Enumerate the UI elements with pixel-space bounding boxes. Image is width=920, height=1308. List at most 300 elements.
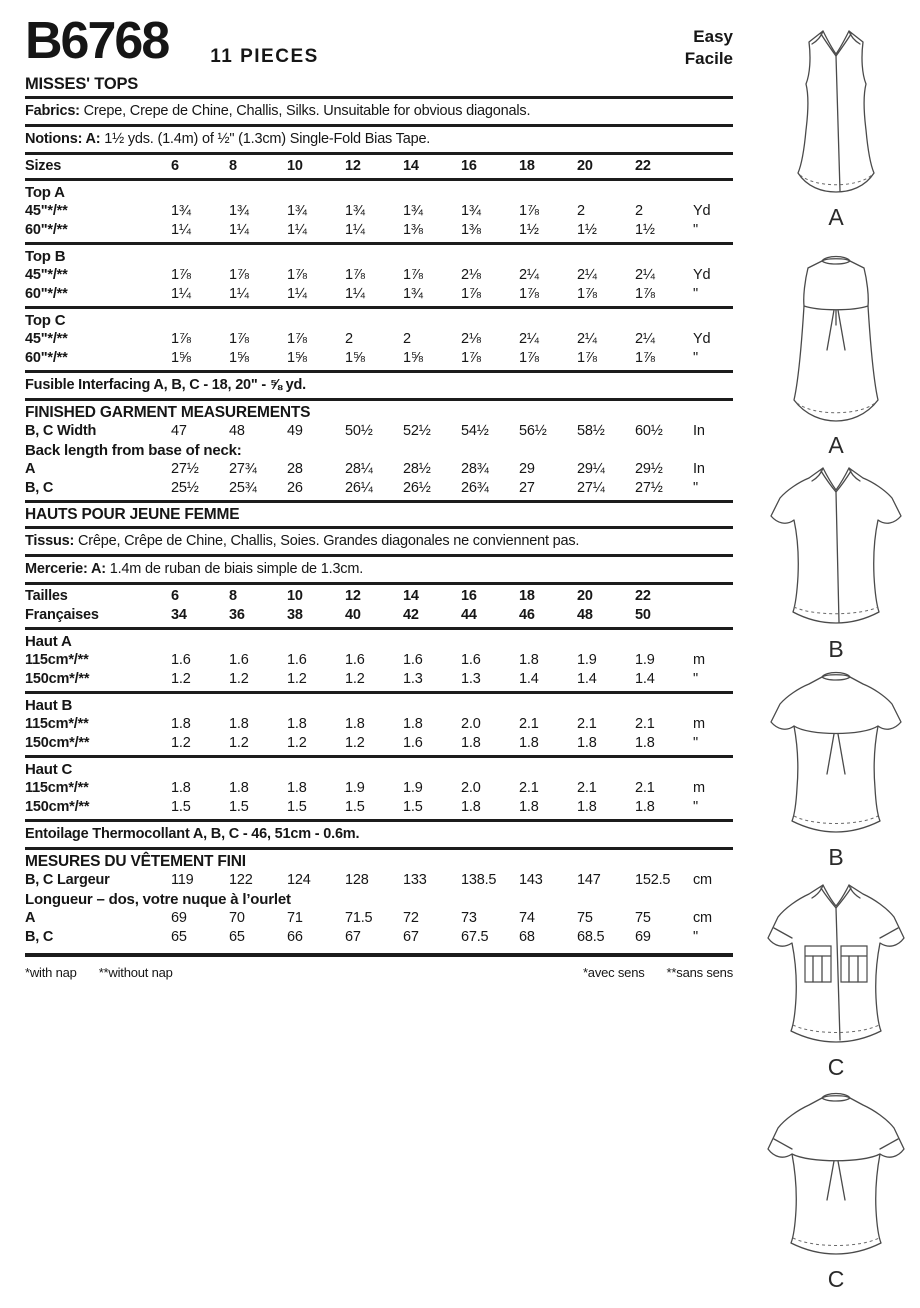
cell-value: 1.2 xyxy=(345,671,365,687)
cell-value: 1.8 xyxy=(171,716,191,732)
cell-value: 50½ xyxy=(345,423,373,439)
cell-value: 18 xyxy=(519,158,535,174)
cell-value: 1.6 xyxy=(345,652,365,668)
table-row xyxy=(25,587,733,606)
yardage-section-top-c: Top C xyxy=(25,312,66,329)
cell-value: 50 xyxy=(635,607,651,623)
cell-value: 1.8 xyxy=(461,799,481,815)
cell-value: 44 xyxy=(461,607,477,623)
divider xyxy=(25,953,733,957)
cell-value: 25¾ xyxy=(229,480,257,496)
cell-value: 1⅞ xyxy=(519,286,539,302)
tissus-line xyxy=(25,531,733,552)
cell-value: 2 xyxy=(635,203,643,219)
metrage-section-haut-c: Haut C xyxy=(25,761,73,778)
cell-value: 138.5 xyxy=(461,872,497,888)
table-row xyxy=(25,285,733,304)
cell-value: 18 xyxy=(519,588,535,604)
cell-value: 1.8 xyxy=(635,735,655,751)
cell-value: 66 xyxy=(287,929,303,945)
cell-value: 29¼ xyxy=(577,461,605,477)
cell-value: 1¼ xyxy=(287,222,307,238)
cell-value: 26 xyxy=(287,480,303,496)
cell-value: 12 xyxy=(345,158,361,174)
table-row xyxy=(25,670,733,689)
cell-value: 1⅞ xyxy=(635,350,655,366)
cell-value: 2 xyxy=(345,331,353,347)
cell-value: 1.8 xyxy=(345,716,365,732)
cell-value: 1¼ xyxy=(171,222,191,238)
top-c-front-illustration xyxy=(761,880,911,1052)
cell-value: 1.2 xyxy=(345,735,365,751)
cell-value: 73 xyxy=(461,910,477,926)
pieces-count: 11 PIECES xyxy=(210,46,319,67)
table-row xyxy=(25,715,733,734)
metrage-section-haut-b: Haut B xyxy=(25,697,73,714)
cell-value: 68.5 xyxy=(577,929,605,945)
divider xyxy=(25,124,733,127)
garment-b-back xyxy=(761,670,911,870)
entoilage-line: Entoilage Thermocollant A, B, C - 46, 51cm - 0.6m. xyxy=(25,826,360,842)
cell-value: 2.1 xyxy=(519,780,539,796)
cell-value: 1.4 xyxy=(519,671,539,687)
mercerie-line xyxy=(25,559,733,580)
top-c-back-illustration xyxy=(761,1092,911,1264)
french-section-title: HAUTS POUR JEUNE FEMME xyxy=(25,506,240,523)
cell-value: 1.6 xyxy=(287,652,307,668)
cell-value: 6 xyxy=(171,588,179,604)
cell-value: 1⅞ xyxy=(519,203,539,219)
metrage-table-haut-a xyxy=(25,651,733,689)
cell-value: 67 xyxy=(345,929,361,945)
cell-value: 1⅝ xyxy=(403,350,423,366)
cell-value: 67.5 xyxy=(461,929,489,945)
row-label: 115cm*/** xyxy=(25,780,89,796)
difficulty-fr: Facile xyxy=(684,49,733,68)
back-length-table xyxy=(25,460,733,498)
cell-value: 2¼ xyxy=(577,331,597,347)
notions-label: Notions: A: xyxy=(25,131,101,147)
cell-value: 1.2 xyxy=(229,671,249,687)
cell-value: 2.1 xyxy=(577,780,597,796)
divider xyxy=(25,819,733,822)
divider xyxy=(25,627,733,630)
top-b-back-illustration xyxy=(761,670,911,842)
table-row xyxy=(25,779,733,798)
divider xyxy=(25,370,733,373)
cell-value: 1.9 xyxy=(403,780,423,796)
fabrics-text: Crepe, Crepe de Chine, Challis, Silks. Unsuitable for obvious diagonals. xyxy=(83,103,531,119)
yardage-section-top-b: Top B xyxy=(25,248,66,265)
cell-value: 1½ xyxy=(519,222,539,238)
tissus-text: Crêpe, Crêpe de Chine, Challis, Soies. Grandes diagonales ne conviennent pas. xyxy=(77,533,580,549)
cell-value: 16 xyxy=(461,158,477,174)
table-row xyxy=(25,422,733,441)
cell-value: 1.8 xyxy=(229,716,249,732)
cell-value: 65 xyxy=(171,929,187,945)
cell-value: 49 xyxy=(287,423,303,439)
cell-value: 1¾ xyxy=(345,203,365,219)
cell-value: 1¾ xyxy=(461,203,481,219)
cell-value: 1⅞ xyxy=(577,286,597,302)
cell-value: 8 xyxy=(229,588,237,604)
cell-value: 2.0 xyxy=(461,780,481,796)
cell-value: 2.1 xyxy=(635,716,655,732)
cell-value: 1.2 xyxy=(229,735,249,751)
cell-value: 2¼ xyxy=(519,267,539,283)
top-a-front-illustration xyxy=(761,24,911,202)
english-section-title: MISSES' TOPS xyxy=(25,75,139,93)
cell-value: 1¼ xyxy=(229,286,249,302)
cell-value: 69 xyxy=(635,929,651,945)
largeur-table xyxy=(25,871,733,890)
cell-value: 119 xyxy=(171,872,194,888)
footnotes-french xyxy=(583,964,733,982)
cell-value: 2 xyxy=(403,331,411,347)
divider xyxy=(25,526,733,529)
row-label: B, C xyxy=(25,929,54,945)
cell-value: 1.4 xyxy=(577,671,597,687)
footnote-with-nap: *with nap xyxy=(25,964,77,980)
cell-value: 48 xyxy=(229,423,245,439)
unit-label: Yd xyxy=(693,331,711,347)
cell-value: 1⅜ xyxy=(461,222,481,238)
cell-value: 1⅞ xyxy=(171,267,191,283)
cell-value: 1.5 xyxy=(229,799,249,815)
footnotes xyxy=(25,964,733,982)
cell-value: 1.8 xyxy=(461,735,481,751)
row-label: 150cm*/** xyxy=(25,671,90,687)
divider xyxy=(25,306,733,309)
mercerie-label: Mercerie: A: xyxy=(25,561,106,577)
row-label: Tailles xyxy=(25,588,68,604)
cell-value: 1.2 xyxy=(287,735,307,751)
mercerie-text: 1.4m de ruban de biais simple de 1.3cm. xyxy=(109,561,364,577)
pattern-number: B6768 xyxy=(25,12,169,70)
table-row xyxy=(25,157,733,176)
cell-value: 26½ xyxy=(403,480,431,496)
cell-value: 1⅞ xyxy=(287,331,307,347)
cell-value: 36 xyxy=(229,607,245,623)
cell-value: 1.6 xyxy=(461,652,481,668)
unit-label: " xyxy=(693,929,698,945)
garment-label: B xyxy=(828,844,844,870)
cell-value: 27 xyxy=(519,480,535,496)
cell-value: 75 xyxy=(635,910,651,926)
cell-value: 14 xyxy=(403,588,419,604)
cell-value: 72 xyxy=(403,910,419,926)
cell-value: 1.2 xyxy=(171,735,191,751)
yardage-table-top-a xyxy=(25,202,733,240)
cell-value: 71 xyxy=(287,910,303,926)
table-row xyxy=(25,221,733,240)
unit-label: " xyxy=(693,222,698,238)
cell-value: 40 xyxy=(345,607,361,623)
cell-value: 56½ xyxy=(519,423,547,439)
row-label: 150cm*/** xyxy=(25,735,90,751)
cell-value: 1⅞ xyxy=(345,267,365,283)
cell-value: 2¼ xyxy=(577,267,597,283)
cell-value: 122 xyxy=(229,872,253,888)
divider xyxy=(25,152,733,155)
row-label: 115cm*/** xyxy=(25,652,89,668)
row-label: Françaises xyxy=(25,607,99,623)
table-row xyxy=(25,202,733,221)
divider xyxy=(25,96,733,99)
cell-value: 1.2 xyxy=(287,671,307,687)
cell-value: 70 xyxy=(229,910,245,926)
unit-label: In xyxy=(693,461,705,477)
divider xyxy=(25,847,733,850)
row-label: 115cm*/** xyxy=(25,716,89,732)
row-label: B, C Largeur xyxy=(25,872,110,888)
cell-value: 10 xyxy=(287,158,303,174)
table-row xyxy=(25,330,733,349)
row-label: 45"*/** xyxy=(25,331,68,347)
difficulty-en: Easy xyxy=(693,27,733,46)
divider xyxy=(25,178,733,181)
cell-value: 28¼ xyxy=(345,461,373,477)
garment-label: C xyxy=(827,1266,845,1292)
longueur-table xyxy=(25,909,733,947)
divider xyxy=(25,755,733,758)
row-label: 60"*/** xyxy=(25,286,68,302)
cell-value: 2.0 xyxy=(461,716,481,732)
table-row xyxy=(25,460,733,479)
cell-value: 1⅞ xyxy=(229,331,249,347)
cell-value: 1.5 xyxy=(287,799,307,815)
cell-value: 67 xyxy=(403,929,419,945)
unit-label: " xyxy=(693,735,698,751)
cell-value: 2¼ xyxy=(635,331,655,347)
cell-value: 16 xyxy=(461,588,477,604)
yardage-table-top-c xyxy=(25,330,733,368)
cell-value: 1½ xyxy=(577,222,597,238)
table-row xyxy=(25,266,733,285)
cell-value: 1.8 xyxy=(519,652,539,668)
unit-label: In xyxy=(693,423,705,439)
garment-c-front xyxy=(761,880,911,1080)
cell-value: 47 xyxy=(171,423,187,439)
cell-value: 1.8 xyxy=(519,735,539,751)
tissus-label: Tissus: xyxy=(25,533,75,549)
cell-value: 74 xyxy=(519,910,535,926)
garment-label: B xyxy=(828,636,844,662)
cell-value: 1⅞ xyxy=(635,286,655,302)
sizes-header-table xyxy=(25,157,733,176)
cell-value: 1.9 xyxy=(577,652,597,668)
unit-label: Yd xyxy=(693,267,711,283)
cell-value: 1⅝ xyxy=(171,350,191,366)
cell-value: 68 xyxy=(519,929,535,945)
cell-value: 42 xyxy=(403,607,419,623)
unit-label: m xyxy=(693,652,705,668)
tailles-header-table xyxy=(25,587,733,625)
table-row xyxy=(25,871,733,890)
garment-c-back xyxy=(761,1092,911,1292)
cell-value: 28 xyxy=(287,461,303,477)
row-label: 150cm*/** xyxy=(25,799,90,815)
row-label: B, C xyxy=(25,480,54,496)
cell-value: 2 xyxy=(577,203,585,219)
cell-value: 1⅞ xyxy=(519,350,539,366)
cell-value: 1.4 xyxy=(635,671,655,687)
cell-value: 1.6 xyxy=(403,652,423,668)
table-row xyxy=(25,909,733,928)
row-label: 60"*/** xyxy=(25,222,68,238)
garment-illustrations xyxy=(752,16,920,1292)
cell-value: 133 xyxy=(403,872,427,888)
cell-value: 1.2 xyxy=(171,671,191,687)
cell-value: 1.8 xyxy=(519,799,539,815)
table-row xyxy=(25,798,733,817)
unit-label: m xyxy=(693,716,705,732)
cell-value: 52½ xyxy=(403,423,431,439)
cell-value: 1¼ xyxy=(287,286,307,302)
cell-value: 1.8 xyxy=(229,780,249,796)
row-label: 45"*/** xyxy=(25,203,68,219)
table-row xyxy=(25,606,733,625)
cell-value: 1¼ xyxy=(171,286,191,302)
cell-value: 46 xyxy=(519,607,535,623)
cell-value: 2⅛ xyxy=(461,267,481,283)
cell-value: 1½ xyxy=(635,222,655,238)
metrage-table-haut-b xyxy=(25,715,733,753)
cell-value: 1¾ xyxy=(403,203,423,219)
table-row xyxy=(25,349,733,368)
garment-label: A xyxy=(828,432,844,458)
unit-label: cm xyxy=(693,910,712,926)
interfacing-line: Fusible Interfacing A, B, C - 18, 20" - ⅝ yd. xyxy=(25,377,306,393)
cell-value: 2⅛ xyxy=(461,331,481,347)
yardage-section-top-a: Top A xyxy=(25,184,65,201)
cell-value: 1¼ xyxy=(345,286,365,302)
cell-value: 2¼ xyxy=(635,267,655,283)
cell-value: 54½ xyxy=(461,423,489,439)
cell-value: 1⅝ xyxy=(287,350,307,366)
cell-value: 27½ xyxy=(635,480,663,496)
cell-value: 1⅞ xyxy=(287,267,307,283)
cell-value: 1.6 xyxy=(171,652,191,668)
cell-value: 8 xyxy=(229,158,237,174)
footnotes-english xyxy=(25,964,173,982)
cell-value: 10 xyxy=(287,588,303,604)
garment-label: A xyxy=(828,204,844,230)
cell-value: 20 xyxy=(577,588,593,604)
table-row xyxy=(25,734,733,753)
top-b-front-illustration xyxy=(761,462,911,634)
row-label: A xyxy=(25,461,36,477)
divider xyxy=(25,398,733,401)
cell-value: 1.9 xyxy=(635,652,655,668)
cell-value: 1.8 xyxy=(577,735,597,751)
cell-value: 2.1 xyxy=(577,716,597,732)
footnote-sans-sens: **sans sens xyxy=(666,964,733,980)
notions-line xyxy=(25,129,733,150)
cell-value: 1⅞ xyxy=(461,286,481,302)
divider xyxy=(25,582,733,585)
cell-value: 26¾ xyxy=(461,480,489,496)
garment-a-front xyxy=(761,24,911,230)
cell-value: 1.6 xyxy=(229,652,249,668)
divider xyxy=(25,500,733,503)
cell-value: 6 xyxy=(171,158,179,174)
cell-value: 1.5 xyxy=(171,799,191,815)
footnote-avec-sens: *avec sens xyxy=(582,964,645,980)
cell-value: 22 xyxy=(635,588,651,604)
cell-value: 29½ xyxy=(635,461,663,477)
cell-value: 28¾ xyxy=(461,461,489,477)
cell-value: 1.8 xyxy=(287,716,307,732)
row-label: A xyxy=(25,910,36,926)
cell-value: 128 xyxy=(345,872,369,888)
cell-value: 34 xyxy=(171,607,187,623)
cell-value: 2¼ xyxy=(519,331,539,347)
unit-label: m xyxy=(693,780,705,796)
cell-value: 152.5 xyxy=(635,872,671,888)
unit-label: " xyxy=(693,350,698,366)
row-label: Sizes xyxy=(25,158,62,174)
divider xyxy=(25,242,733,245)
cell-value: 1¼ xyxy=(229,222,249,238)
cell-value: 29 xyxy=(519,461,535,477)
cell-value: 1.3 xyxy=(403,671,423,687)
row-label: B, C Width xyxy=(25,423,97,439)
cell-value: 1⅞ xyxy=(229,267,249,283)
cell-value: 14 xyxy=(403,158,419,174)
cell-value: 147 xyxy=(577,872,601,888)
cell-value: 27¼ xyxy=(577,480,605,496)
difficulty-rating xyxy=(685,26,733,70)
cell-value: 71.5 xyxy=(345,910,373,926)
cell-value: 1⅝ xyxy=(229,350,249,366)
cell-value: 48 xyxy=(577,607,593,623)
cell-value: 1¾ xyxy=(403,286,423,302)
cell-value: 65 xyxy=(229,929,245,945)
cell-value: 1¾ xyxy=(171,203,191,219)
table-row xyxy=(25,651,733,670)
cell-value: 1.8 xyxy=(287,780,307,796)
cell-value: 1.8 xyxy=(635,799,655,815)
unit-label: " xyxy=(693,286,698,302)
unit-label: " xyxy=(693,671,698,687)
cell-value: 75 xyxy=(577,910,593,926)
cell-value: 1.8 xyxy=(171,780,191,796)
unit-label: cm xyxy=(693,872,712,888)
metrage-section-haut-a: Haut A xyxy=(25,633,72,650)
cell-value: 1⅝ xyxy=(345,350,365,366)
cell-value: 38 xyxy=(287,607,303,623)
row-label: 45"*/** xyxy=(25,267,68,283)
cell-value: 58½ xyxy=(577,423,605,439)
divider xyxy=(25,554,733,557)
garment-a-back xyxy=(761,252,911,458)
top-a-back-illustration xyxy=(761,252,911,430)
finished-measurements-title: FINISHED GARMENT MEASUREMENTS xyxy=(25,404,311,421)
cell-value: 1.8 xyxy=(403,716,423,732)
cell-value: 1¼ xyxy=(345,222,365,238)
masthead xyxy=(25,14,733,70)
longueur-heading: Longueur – dos, votre nuque à l’ourlet xyxy=(25,891,291,908)
garment-label: C xyxy=(827,1054,845,1080)
cell-value: 1.5 xyxy=(403,799,423,815)
cell-value: 20 xyxy=(577,158,593,174)
cell-value: 25½ xyxy=(171,480,199,496)
cell-value: 143 xyxy=(519,872,543,888)
notions-text: 1½ yds. (1.4m) of ½" (1.3cm) Single-Fold Bias Tape. xyxy=(104,131,431,147)
metrage-table-haut-c xyxy=(25,779,733,817)
cell-value: 1⅜ xyxy=(403,222,423,238)
